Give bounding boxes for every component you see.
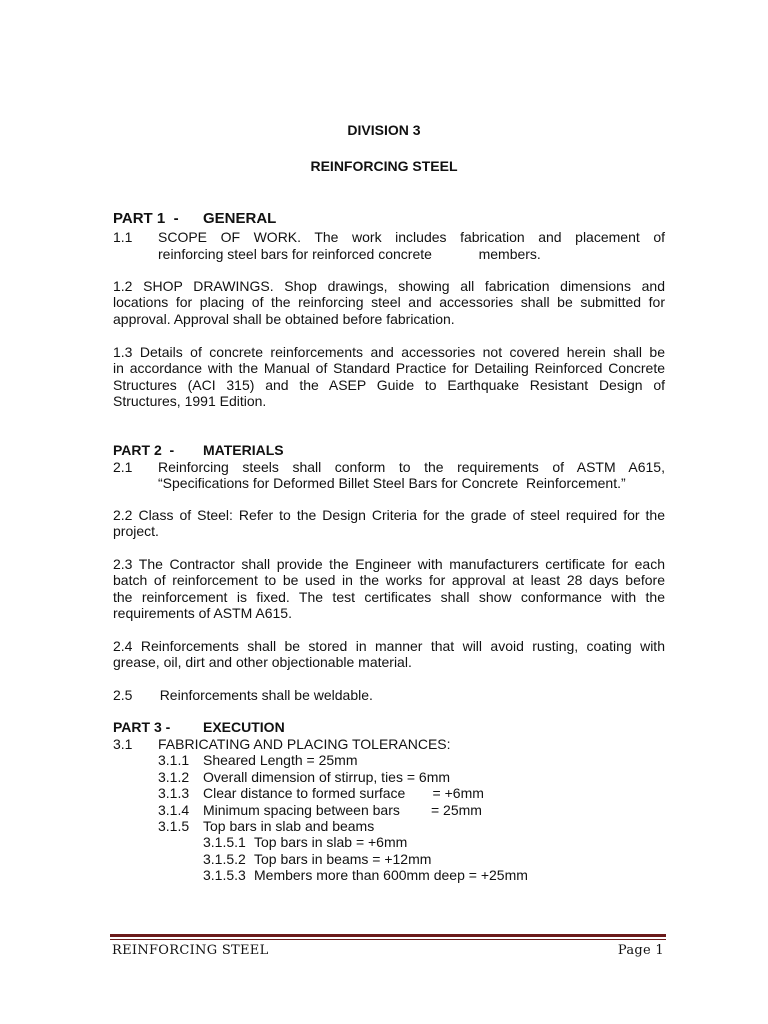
list-item-text: Top bars in slab and beams bbox=[203, 818, 375, 834]
part3-name: EXECUTION bbox=[203, 719, 285, 735]
section-1-3-line1: 1.3 Details of concrete reinforcements and accessories not covered herein shall be bbox=[113, 344, 665, 360]
list-item-number: 3.1.1 bbox=[158, 752, 190, 768]
section-2-2-line1: 2.2 Class of Steel: Refer to the Design Criteria for the grade of steel required for the bbox=[113, 507, 665, 523]
list-item-number: 3.1.2 bbox=[158, 769, 190, 785]
section-2-2 bbox=[113, 507, 665, 540]
section-1-2-line3: approval. Approval shall be obtained before fabrication. bbox=[113, 310, 455, 327]
list-item-number: 3.1.4 bbox=[158, 802, 190, 818]
section-1-3-line3: Structures (ACI 315) and the ASEP Guide to Earthquake Resistant Design of bbox=[113, 376, 665, 393]
section-2-3-line1: 2.3 The Contractor shall provide the Engineer with manufacturers certificate for each bbox=[113, 556, 665, 572]
sublist-item-text: Top bars in beams = +12mm bbox=[254, 851, 432, 867]
part1-label: PART 1 - bbox=[113, 210, 179, 227]
list-item-text: Overall dimension of stirrup, ties = 6mm bbox=[203, 769, 451, 785]
list-item-text: Sheared Length = 25mm bbox=[203, 752, 358, 768]
section-2-1-line2: “Specifications for Deformed Billet Steel Bars for Concrete Reinforcement.” bbox=[158, 475, 626, 491]
section-1-2-line1: 1.2 SHOP DRAWINGS. Shop drawings, showing all fabrication dimensions and bbox=[113, 278, 665, 294]
division-heading: DIVISION 3 bbox=[347, 122, 421, 138]
section-2-3-line2: batch of reinforcement to be used in the works for approval at least 28 days before bbox=[113, 572, 665, 589]
list-item-text: Minimum spacing between bars = 25mm bbox=[203, 802, 482, 818]
section-1-2 bbox=[113, 278, 665, 327]
list-item-text: Clear distance to formed surface = +6mm bbox=[203, 785, 484, 801]
part1-name: GENERAL bbox=[203, 210, 277, 227]
section-2-4 bbox=[113, 638, 665, 671]
sublist-item-number: 3.1.5.1 bbox=[203, 834, 246, 850]
section-2-3 bbox=[113, 556, 665, 622]
footer-rule-thin bbox=[110, 939, 666, 940]
footer-rule-thick bbox=[110, 934, 666, 937]
section-3-1-title: FABRICATING AND PLACING TOLERANCES: bbox=[158, 736, 451, 752]
list-item-number: 3.1.3 bbox=[158, 785, 190, 801]
section-2-4-line1: 2.4 Reinforcements shall be stored in manner that will avoid rusting, coating with bbox=[113, 638, 665, 654]
list-item-number: 3.1.5 bbox=[158, 818, 190, 834]
section-2-1-line1: Reinforcing steels shall conform to the requirements of ASTM A615, bbox=[158, 459, 665, 475]
section-2-5: 2.5 Reinforcements shall be weldable. bbox=[113, 687, 373, 703]
part3-label: PART 3 - bbox=[113, 719, 171, 735]
part2-name: MATERIALS bbox=[203, 442, 284, 458]
section-2-3-line3: the reinforcement is fixed. The test certificates shall show conformance with the bbox=[113, 588, 665, 605]
section-2-4-line2: grease, oil, dirt and other objectionable material. bbox=[113, 654, 412, 671]
section-1-3 bbox=[113, 344, 665, 410]
footer-title: REINFORCING STEEL bbox=[112, 943, 269, 958]
sublist-item-text: Members more than 600mm deep = +25mm bbox=[254, 867, 528, 883]
part2-label: PART 2 - bbox=[113, 442, 175, 458]
section-1-2-line2: locations for placing of the reinforcing steel and accessories shall be submitted for bbox=[113, 294, 665, 311]
section-2-2-line2: project. bbox=[113, 523, 159, 540]
document-title: REINFORCING STEEL bbox=[310, 158, 458, 174]
section-1-1-line2: reinforcing steel bars for reinforced concrete members. bbox=[158, 246, 541, 262]
page-number: Page 1 bbox=[617, 943, 664, 958]
section-2-3-line4: requirements of ASTM A615. bbox=[113, 605, 292, 622]
section-3-1-number: 3.1 bbox=[113, 736, 133, 752]
section-1-3-line4: Structures, 1991 Edition. bbox=[113, 393, 267, 410]
section-1-1-number: 1.1 bbox=[113, 229, 133, 245]
sublist-item-number: 3.1.5.2 bbox=[203, 851, 246, 867]
section-2-1-number: 2.1 bbox=[113, 459, 133, 475]
sublist-item-text: Top bars in slab = +6mm bbox=[254, 834, 408, 850]
section-1-1-line1: SCOPE OF WORK. The work includes fabrication and placement of bbox=[158, 229, 665, 245]
sublist-item-number: 3.1.5.3 bbox=[203, 867, 246, 883]
section-1-3-line2: in accordance with the Manual of Standard Practice for Detailing Reinforced Concrete bbox=[113, 360, 665, 377]
